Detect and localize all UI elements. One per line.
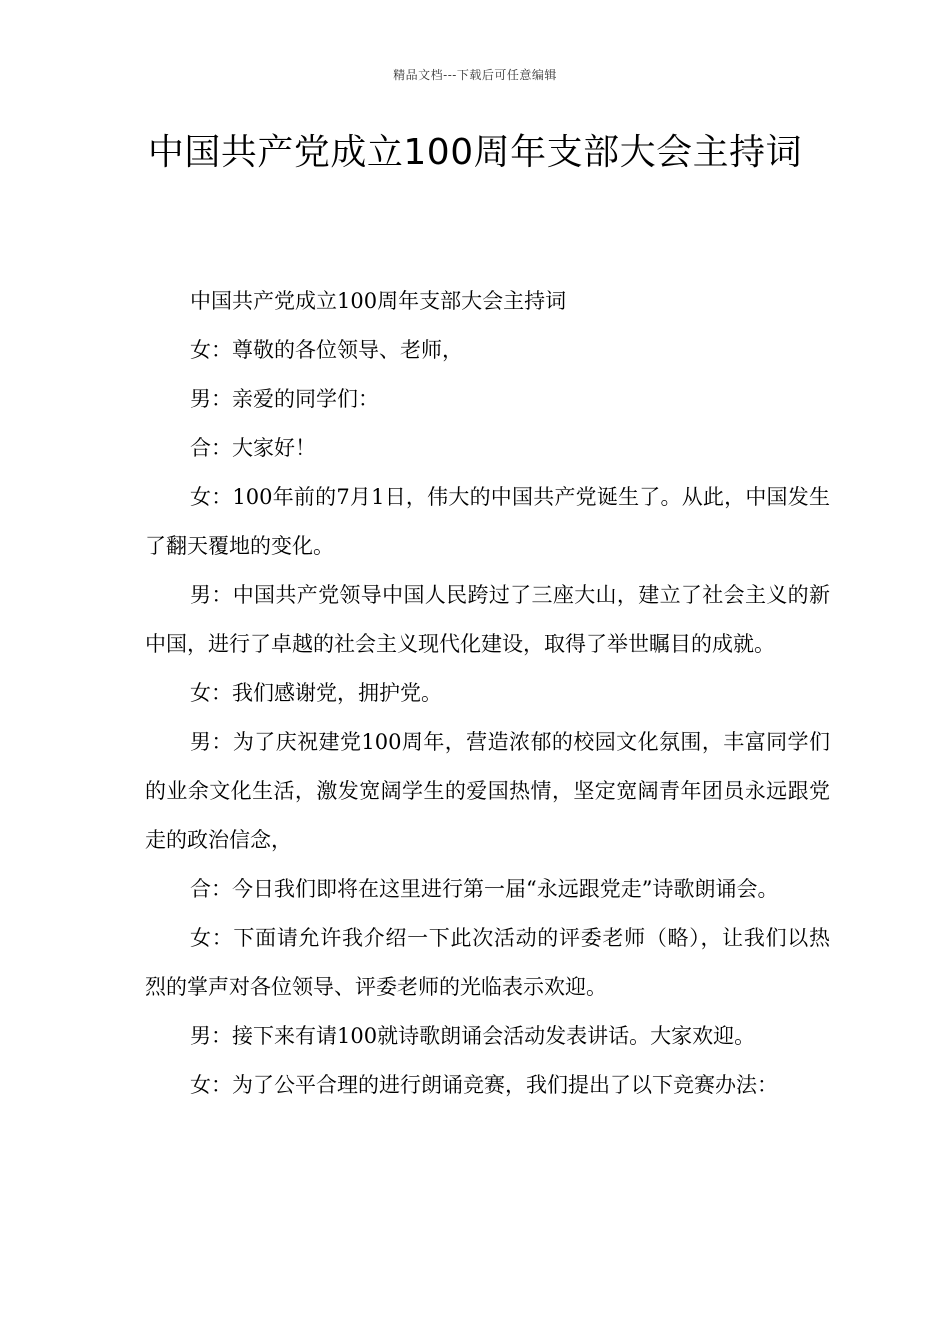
paragraph-subtitle: 中国共产党成立100周年支部大会主持词 [190,289,567,313]
document-title: 中国共产党成立100周年支部大会主持词 [147,132,803,173]
paragraph: 女：尊敬的各位领导、老师， [190,338,463,362]
paragraph: 男：接下来有请100就诗歌朗诵会活动发表讲话。大家欢迎。 [190,1024,756,1048]
document-body [145,277,830,1110]
paragraph: 女：100年前的7月1日，伟大的中国共产党诞生了。从此，中国发生了翻天覆地的变化。 [145,485,830,558]
paragraph: 男：亲爱的同学们： [190,387,379,411]
paragraph: 女：我们感谢党，拥护党。 [190,681,442,705]
header-note: 精品文档---下载后可任意编辑 [393,68,557,82]
paragraph: 男：中国共产党领导中国人民跨过了三座大山，建立了社会主义的新中国，进行了卓越的社会主义现代化建设，取得了举世瞩目的成就。 [145,583,830,656]
paragraph: 合：大家好！ [190,436,316,460]
paragraph: 女：下面请允许我介绍一下此次活动的评委老师（略），让我们以热烈的掌声对各位领导、评委老师的光临表示欢迎。 [145,926,830,999]
paragraph: 男：为了庆祝建党100周年，营造浓郁的校园文化氛围，丰富同学们的业余文化生活，激发宽阔学生的爱国热情，坚定宽阔青年团员永远跟党走的政治信念， [145,730,830,852]
paragraph: 女：为了公平合理的进行朗诵竞赛，我们提出了以下竞赛办法： [190,1073,778,1097]
paragraph: 合：今日我们即将在这里进行第一届“永远跟党走”诗歌朗诵会。 [190,877,779,901]
